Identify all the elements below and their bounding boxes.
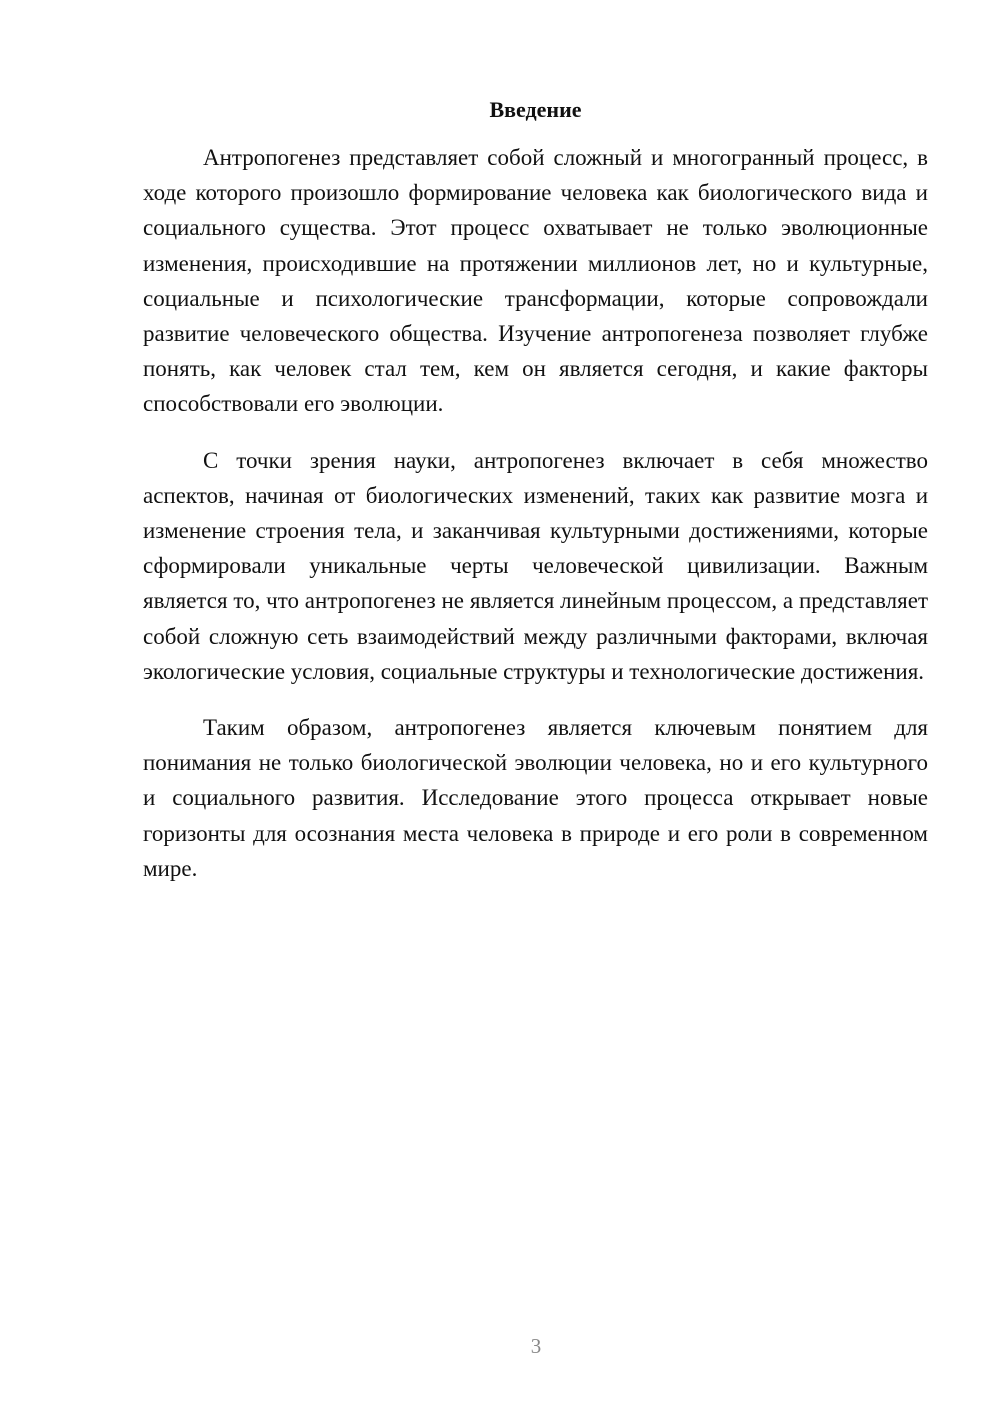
paragraph-2: С точки зрения науки, антропогенез включает в себя множество аспектов, начиная от биологических изменений, таких как развитие мозга и изменение строения тела, и заканчивая культурными достижениями, которые сформировали уникальные черты человеческой цивилизации. Важным является то, что антропогенез не является линейным процессом, а представляет собой сложную сеть взаимодействий между различными факторами, включая экологические условия, социальные структуры и технологические достижения. (143, 447, 928, 684)
section-title: Введение (489, 97, 582, 122)
page-number: 3 (530, 1334, 542, 1358)
page-content (143, 95, 928, 907)
paragraph-1: Антропогенез представляет собой сложный и многогранный процесс, в ходе которого произошло формирование человека как биологического вида и социального существа. Этот процесс охватывает не только эволюционные изменения, происходившие на протяжении миллионов лет, но и культурные, социальные и психологические трансформации, которые сопровождали развитие человеческого общества. Изучение антропогенеза позволяет глубже понять, как человек стал тем, кем он является сегодня, и какие факторы способствовали его эволюции. (143, 145, 928, 417)
paragraph-3: Таким образом, антропогенез является ключевым понятием для понимания не только биологической эволюции человека, но и его культурного и социального развития. Исследование этого процесса открывает новые горизонты для осознания места человека в природе и его роли в современном мире. (143, 715, 928, 881)
